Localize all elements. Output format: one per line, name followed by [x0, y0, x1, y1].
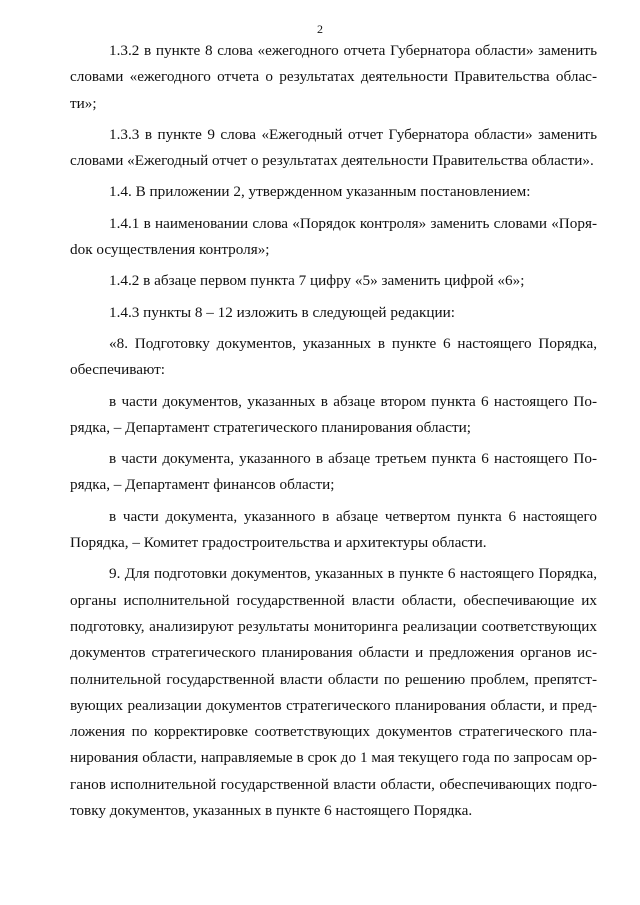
paragraph-1-4: 1.4. В приложении 2, утвержденном указанным постановлением: [109, 183, 531, 201]
paragraph-item-8: «8. Подготовку документов, указанных в пункте 6 настоящего Порядка, обеспечивают: [70, 334, 597, 379]
paragraph-1-3-2: 1.3.2 в пункте 8 слова «ежегодного отчета Губернатора области» заменить словами «ежегодного отчета о результатах деятельности Правительства области»; [70, 42, 597, 112]
page-number: 2 [317, 22, 323, 36]
paragraph-1-3-3: 1.3.3 в пункте 9 слова «Ежегодный отчет Губернатора области» заменить словами «Ежегодный отчет о результатах деятельности Правительства области». [70, 125, 597, 170]
paragraph-1-4-1: 1.4.1 в наименовании слова «Порядок контроля» заменить словами «Поряdок осуществления контроля»; [70, 214, 597, 259]
paragraph-1-4-3: 1.4.3 пункты 8 – 12 изложить в следующей редакции: [109, 303, 455, 321]
paragraph-item-9: 9. Для подготовки документов, указанных в пункте 6 настоящего Порядка, органы исполнительной государственной власти области, обеспечивающие их подготовку, анализируют результаты мониторинга реализации соответствующих документов стратегического планирования области и предложения органов исполнительной государственной власти области по решению проблем, препятствующих реализации документов стратегического планирования области, и предложения по корректировке соответствующих документов стратегического планирования области, направляемые в срок до 1 мая текущего года по запросам органов исполнительной государственной власти области, обеспечивающих подготовку документов, указанных в пункте 6 настоящего Порядка. [70, 565, 597, 820]
paragraph-item-8-part-1: в части документов, указанных в абзаце втором пункта 6 настоящего Порядка, – Департамент стратегического планирования области; [70, 392, 597, 436]
paragraph-item-8-part-3: в части документа, указанного в абзаце четвертом пункта 6 настоящего Порядка, – Комитет градостроительства и архитектуры области. [70, 507, 597, 552]
paragraph-1-4-2: 1.4.2 в абзаце первом пункта 7 цифру «5» заменить цифрой «6»; [109, 272, 525, 290]
document-body [70, 38, 597, 824]
paragraph-item-8-part-2: в части документа, указанного в абзаце третьем пункта 6 настоящего Порядка, – Департамент финансов области; [70, 450, 597, 494]
